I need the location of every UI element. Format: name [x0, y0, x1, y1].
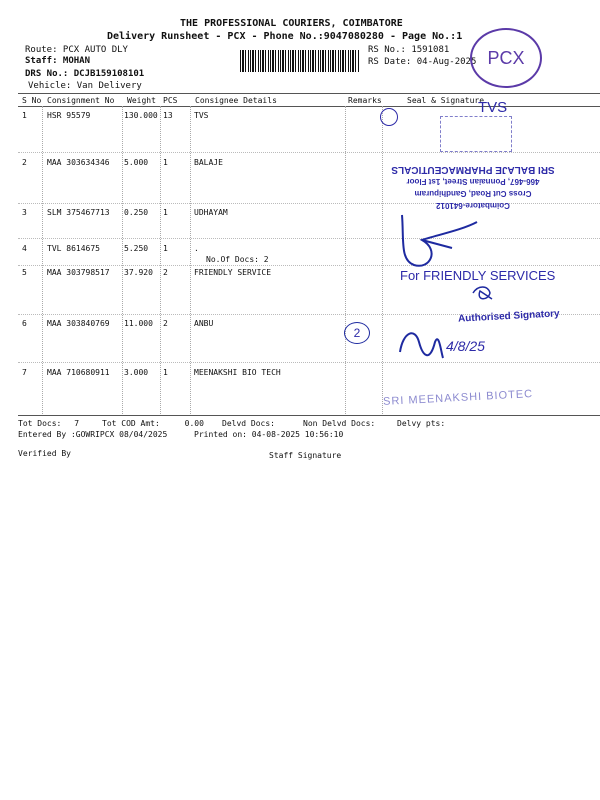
- delvy-pts: Delvy pts:: [397, 419, 446, 428]
- route: Route: PCX AUTO DLY: [25, 45, 128, 55]
- row-note: No.Of Docs: 2: [206, 255, 269, 264]
- signature-anbu: [395, 322, 445, 367]
- row-pcs: 13: [163, 111, 173, 120]
- row-weight: 37.920: [124, 268, 153, 277]
- vehicle: Vehicle: Van Delivery: [28, 81, 142, 91]
- staff: Staff: MOHAN: [25, 56, 91, 66]
- tvs-seal-box: [440, 116, 512, 152]
- row-weight: 11.000: [124, 319, 153, 328]
- row-pcs: 1: [163, 158, 168, 167]
- rs-number: RS No.: 1591081: [368, 45, 450, 55]
- row-weight: 3.000: [124, 368, 149, 377]
- signature-udhayam: [392, 210, 482, 276]
- row-weight: 0.250: [124, 208, 149, 217]
- printed-on: Printed on: 04-08-2025 10:56:10: [194, 430, 344, 439]
- row-pcs: 1: [163, 244, 168, 253]
- row-consignee: UDHAYAM: [194, 208, 228, 217]
- barcode: [240, 50, 360, 72]
- staff-signature: Staff Signature: [269, 451, 342, 460]
- row-consignment: HSR 95579: [47, 111, 91, 120]
- row-consignment: MAA 710680911: [47, 368, 110, 377]
- tot-docs: Tot Docs: 7: [18, 419, 80, 428]
- entered-by: Entered By :GOWRIPCX 08/04/2025: [18, 430, 168, 439]
- circled-number: 2: [344, 322, 370, 344]
- tvs-seal-icon: [380, 108, 398, 126]
- row-consignee: .: [194, 244, 199, 253]
- row-weight: 130.000: [124, 111, 158, 120]
- row-consignment: MAA 303840769: [47, 319, 110, 328]
- row-pcs: 1: [163, 208, 168, 217]
- row-pcs: 1: [163, 368, 168, 377]
- row-consignment: SLM 375467713: [47, 208, 110, 217]
- balaje-stamp: Coimbatore-641012 Cross Cut Road, Gandhipuram 466-467, Ponnaian Street, 1st Floor SRI BALAJE PHARMACEUTICALS: [391, 164, 555, 210]
- delvd-docs: Delvd Docs:: [222, 419, 275, 428]
- col-seal-signature: Seal & Signature: [407, 96, 485, 105]
- meenakshi-stamp: SRI MEENAKSHI BIOTEC: [382, 388, 534, 408]
- row-weight: 5.000: [124, 158, 149, 167]
- friendly-stamp: For FRIENDLY SERVICES: [400, 268, 556, 283]
- row-sno: 2: [22, 158, 27, 167]
- row-sno: 6: [22, 319, 27, 328]
- row-sno: 1: [22, 111, 27, 120]
- handwritten-date: 4/8/25: [446, 338, 485, 354]
- row-consignment: TVL 8614675: [47, 244, 100, 253]
- row-pcs: 2: [163, 268, 168, 277]
- row-sno: 3: [22, 208, 27, 217]
- row-sno: 4: [22, 244, 27, 253]
- company-name: THE PROFESSIONAL COURIERS, COIMBATORE: [180, 18, 403, 29]
- drs-number: DRS No.: DCJB159108101: [25, 69, 145, 79]
- row-consignee: MEENAKSHI BIO TECH: [194, 368, 281, 377]
- row-consignee: FRIENDLY SERVICE: [194, 268, 272, 277]
- row-consignee: TVS: [194, 111, 209, 120]
- row-consignment: MAA 303798517: [47, 268, 110, 277]
- row-sno: 7: [22, 368, 27, 377]
- col-pcs: PCS: [163, 96, 178, 105]
- authorised-signatory: Authorised Signatory: [457, 308, 560, 325]
- col-sno: S No: [22, 96, 42, 105]
- row-weight: 5.250: [124, 244, 149, 253]
- row-pcs: 2: [163, 319, 168, 328]
- pcx-stamp: PCX: [470, 28, 542, 88]
- verified-by: Verified By: [18, 449, 71, 458]
- row-consignee: BALAJE: [194, 158, 223, 167]
- row-consignment: MAA 303634346: [47, 158, 110, 167]
- rs-date: RS Date: 04-Aug-2025: [368, 57, 477, 67]
- col-consignment: Consignment No: [47, 96, 115, 105]
- tvs-stamp: TVS: [478, 99, 508, 116]
- non-delvd-docs: Non Delvd Docs:: [303, 419, 376, 428]
- col-remarks: Remarks: [348, 96, 382, 105]
- col-consignee: Consignee Details: [195, 96, 277, 105]
- friendly-signature: [470, 283, 496, 303]
- tot-cod: Tot COD Amt: 0.00: [102, 419, 204, 428]
- col-weight: Weight: [127, 96, 156, 105]
- row-sno: 5: [22, 268, 27, 277]
- row-consignee: ANBU: [194, 319, 214, 328]
- runsheet-title: Delivery Runsheet - PCX - Phone No.:9047080280 - Page No.:1: [107, 31, 463, 42]
